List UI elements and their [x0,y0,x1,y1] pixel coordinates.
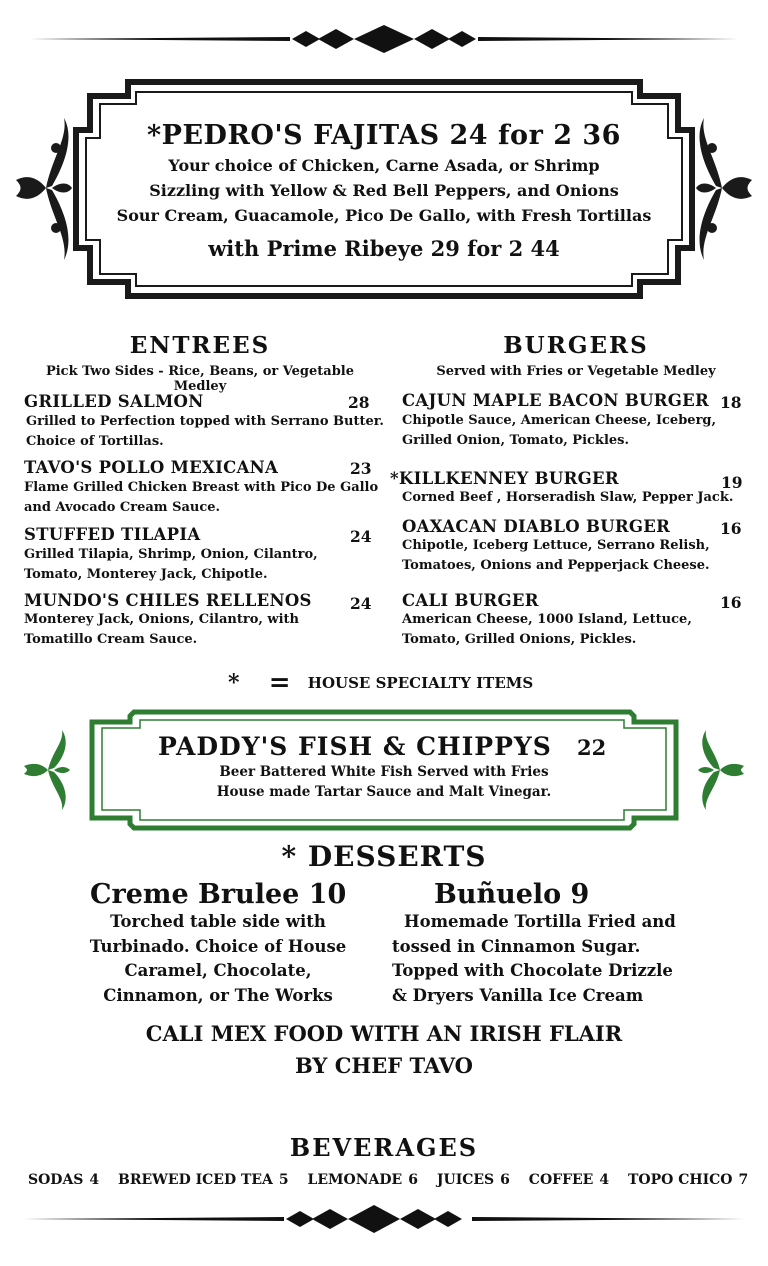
top-divider-ornament [0,24,768,54]
beverages-heading: BEVERAGES [289,1133,479,1162]
entrees-heading: ENTREES [129,332,271,359]
burger-name: CALI BURGER [402,591,539,610]
entree-price: 23 [350,459,372,478]
fajitas-desc-line: Sizzling with Yellow & Red Bell Peppers, and Onions [149,181,619,200]
fajitas-desc-line: Sour Cream, Guacamole, Pico De Gallo, with Fresh Tortillas [116,206,652,225]
burger-name: OAXACAN DIABLO BURGER [402,517,671,536]
entree-name: MUNDO'S CHILES RELLENOS [24,591,312,610]
equals-symbol: = [268,668,291,698]
left-green-fleur-icon [24,730,70,810]
entree-price: 24 [350,594,372,613]
entree-desc: Monterey Jack, Onions, Cilantro, with Tomatillo Cream Sauce. [24,612,300,647]
dessert-desc: Torched table side with Turbinado. Choice of House Caramel, Chocolate, Cinnamon, or The Works [89,912,347,1005]
burger-price: 19 [721,473,743,492]
left-fleur-icon [16,118,72,260]
desserts-heading: * DESSERTS [281,840,487,873]
fajitas-title: *PEDRO'S FAJITAS 24 for 2 36 [147,120,621,151]
burger-price: 16 [720,593,742,612]
fajitas-desc-line: Your choice of Chicken, Carne Asada, or Shrimp [168,156,600,175]
beverage-item: TOPO CHICO 7 [627,1172,749,1188]
dessert-desc: Homemade Tortilla Fried and tossed in Cinnamon Sugar. Topped with Chocolate Drizzle & Dryers Vanilla Ice Cream [392,912,676,1005]
burger-name: *KILLKENNEY BURGER [390,469,619,488]
burgers-heading: BURGERS [503,332,649,359]
beverage-item: LEMONADE 6 [307,1172,418,1188]
entree-name: STUFFED TILAPIA [24,525,201,544]
beverages-list [28,1172,748,1188]
burgers-subheading: Served with Fries or Vegetable Medley [436,364,716,379]
beverage-item: JUICES 6 [436,1172,510,1188]
dessert-name: Buñuelo 9 [434,879,590,910]
entrees-subheading: Pick Two Sides - Rice, Beans, or Vegetable Medley [45,364,355,394]
fish-desc-line: House made Tartar Sauce and Malt Vinegar. [216,784,552,800]
burger-price: 18 [720,393,742,412]
bottom-divider-ornament [0,1204,768,1234]
beverage-item: SODAS 4 [28,1172,100,1188]
beverage-item: COFFEE 4 [528,1172,610,1188]
fish-title: PADDY'S FISH & CHIPPYS [158,732,552,761]
fish-desc-line: Beer Battered White Fish Served with Fries [219,764,549,780]
entree-name: GRILLED SALMON [24,392,204,411]
burger-desc: Corned Beef , Horseradish Slaw, Pepper Jack. [402,490,734,505]
asterisk-symbol: * [228,670,240,696]
house-specialty-note [228,668,548,698]
burger-desc: American Cheese, 1000 Island, Lettuce, Tomato, Grilled Onions, Pickles. [402,612,692,647]
right-fleur-icon [696,118,752,260]
burger-desc: Chipotle, Iceberg Lettuce, Serrano Relish, Tomatoes, Onions and Pepperjack Cheese. [402,538,710,573]
entree-name: TAVO'S POLLO MEXICANA [24,458,279,477]
entree-desc: Flame Grilled Chicken Breast with Pico De Gallo and Avocado Cream Sauce. [24,480,379,515]
fajitas-ribeye: with Prime Ribeye 29 for 2 44 [208,236,560,261]
tagline-line: BY CHEF TAVO [295,1053,473,1078]
entree-desc: Grilled to Perfection topped with Serrano Butter. Choice of Tortillas. [26,414,384,449]
burger-name: CAJUN MAPLE BACON BURGER [402,391,710,410]
burger-desc: Chipotle Sauce, American Cheese, Iceberg, Grilled Onion, Tomato, Pickles. [402,413,717,448]
beverage-item: BREWED ICED TEA 5 [118,1172,289,1188]
dessert-name: Creme Brulee 10 [90,879,347,910]
tagline-line: CALI MEX FOOD WITH AN IRISH FLAIR [145,1021,623,1046]
burger-price: 16 [720,519,742,538]
specialty-label: HOUSE SPECIALTY ITEMS [307,674,534,692]
entree-price: 28 [348,393,370,412]
fish-price: 22 [577,735,607,760]
right-green-fleur-icon [698,730,744,810]
entree-price: 24 [350,527,372,546]
entree-desc: Grilled Tilapia, Shrimp, Onion, Cilantro, Tomato, Monterey Jack, Chipotle. [24,547,318,582]
